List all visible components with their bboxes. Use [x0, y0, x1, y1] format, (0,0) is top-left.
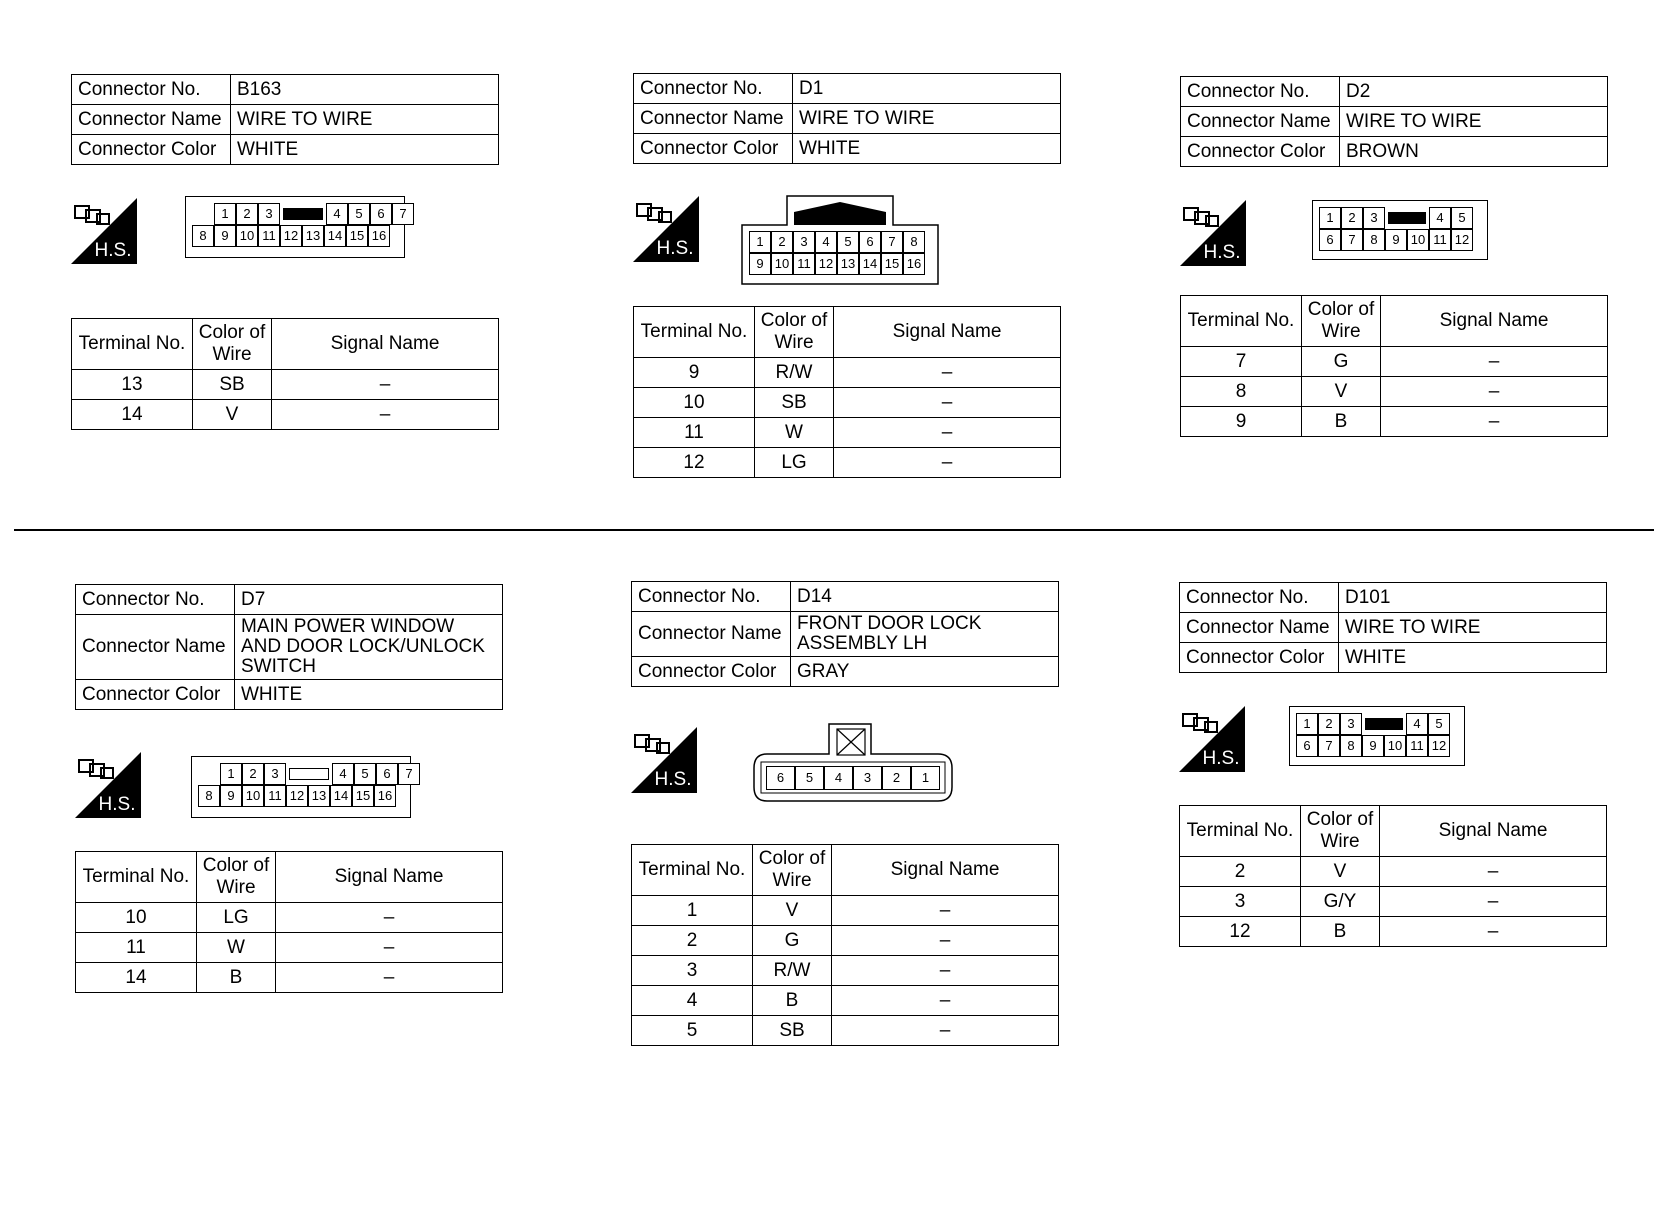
- connector-pin: 13: [837, 253, 859, 275]
- signal-table: [631, 844, 1059, 1046]
- connector-pin: 7: [881, 231, 903, 253]
- table-row: 3 R/W –: [632, 956, 1059, 986]
- signal-name-header: Signal Name: [1380, 806, 1607, 857]
- signal-name-header: Signal Name: [276, 852, 503, 903]
- terminal-no-header: Terminal No.: [76, 852, 197, 903]
- signal-name-header: Signal Name: [272, 319, 499, 370]
- connector-pin: 14: [330, 785, 352, 807]
- connector-name-label: Connector Name: [1180, 613, 1339, 643]
- connector-info-table: [75, 584, 503, 710]
- table-row: 14 V –: [72, 400, 499, 430]
- connector-pin: 7: [1318, 735, 1340, 757]
- terminal-no-header: Terminal No.: [632, 845, 753, 896]
- connector-name-value: WIRE TO WIRE: [793, 104, 1061, 134]
- connector-name-value: FRONT DOOR LOCK ASSEMBLY LH: [791, 612, 1059, 657]
- connector-color-label: Connector Color: [632, 657, 791, 687]
- connector-pin: 3: [1363, 207, 1385, 229]
- connector-face-diagram: [1289, 706, 1465, 766]
- connector-pin: 3: [258, 203, 280, 225]
- connector-pin: 15: [352, 785, 374, 807]
- connector-no-value: B163: [231, 75, 499, 105]
- connector-pin: 10: [1384, 735, 1406, 757]
- connector-pin: 12: [280, 225, 302, 247]
- connector-pin: 11: [793, 253, 815, 275]
- terminal-no-header: Terminal No.: [1180, 806, 1301, 857]
- connector-pin: 12: [1451, 229, 1473, 251]
- connector-pin: 3: [1340, 713, 1362, 735]
- connector-name-value: MAIN POWER WINDOW AND DOOR LOCK/UNLOCK SWITCH: [235, 615, 503, 680]
- connector-no-label: Connector No.: [72, 75, 231, 105]
- connector-pin: 2: [771, 231, 793, 253]
- connector-info-table: [71, 74, 499, 165]
- terminal-no-header: Terminal No.: [72, 319, 193, 370]
- connector-no-value: D2: [1340, 77, 1608, 107]
- connector-pin: 2: [1318, 713, 1340, 735]
- connector-no-label: Connector No.: [76, 585, 235, 615]
- connector-pin: 1: [911, 766, 940, 790]
- connector-pin: 10: [771, 253, 793, 275]
- connector-pin: 2: [1341, 207, 1363, 229]
- signal-table: [1180, 295, 1608, 437]
- signal-name-header: Signal Name: [1381, 296, 1608, 347]
- connector-color-label: Connector Color: [76, 680, 235, 710]
- table-row: 11 W –: [634, 418, 1061, 448]
- connector-no-label: Connector No.: [1180, 583, 1339, 613]
- section-divider: [14, 529, 1654, 531]
- signal-table: [71, 318, 499, 430]
- hs-badge-icon: [1179, 706, 1245, 772]
- connector-pin: 5: [795, 766, 824, 790]
- connector-color-value: WHITE: [231, 135, 499, 165]
- connector-pin: 2: [236, 203, 258, 225]
- connector-key-block: [1365, 718, 1403, 730]
- connector-pin: 8: [1340, 735, 1362, 757]
- connector-pin: 12: [815, 253, 837, 275]
- connector-no-value: D7: [235, 585, 503, 615]
- table-row: 12 B –: [1180, 917, 1607, 947]
- connector-pin: 1: [1296, 713, 1318, 735]
- connector-name-label: Connector Name: [76, 615, 235, 680]
- connector-pin: 16: [374, 785, 396, 807]
- svg-text:H.S.: H.S.: [1203, 242, 1241, 263]
- connector-pin: 4: [326, 203, 348, 225]
- table-row: 11 W –: [76, 933, 503, 963]
- connector-name-label: Connector Name: [634, 104, 793, 134]
- connector-pin: 8: [903, 231, 925, 253]
- hs-badge-icon: [75, 752, 141, 818]
- connector-pin: 9: [1385, 229, 1407, 251]
- connector-info-table: [1179, 582, 1607, 673]
- connector-color-label: Connector Color: [72, 135, 231, 165]
- connector-pin: 11: [1406, 735, 1428, 757]
- connector-pin: 4: [1429, 207, 1451, 229]
- connector-color-value: BROWN: [1340, 137, 1608, 167]
- connector-pin: 3: [793, 231, 815, 253]
- connector-pin: 4: [824, 766, 853, 790]
- color-of-wire-header: Color of Wire: [193, 319, 272, 370]
- connector-pin: 1: [749, 231, 771, 253]
- connector-pin: 8: [1363, 229, 1385, 251]
- connector-name-value: WIRE TO WIRE: [231, 105, 499, 135]
- connector-pin: 9: [749, 253, 771, 275]
- table-row: 9 B –: [1181, 407, 1608, 437]
- color-of-wire-header: Color of Wire: [755, 307, 834, 358]
- table-row: 13 SB –: [72, 370, 499, 400]
- color-of-wire-header: Color of Wire: [753, 845, 832, 896]
- hs-badge-icon: [633, 196, 699, 262]
- signal-table: [1179, 805, 1607, 947]
- table-row: 5 SB –: [632, 1016, 1059, 1046]
- connector-face-diagram: [191, 756, 411, 818]
- connector-housing-outline: [753, 723, 953, 803]
- connector-pin: 7: [1341, 229, 1363, 251]
- connector-pin: 10: [1407, 229, 1429, 251]
- svg-text:H.S.: H.S.: [1202, 748, 1240, 769]
- connector-pin: 11: [264, 785, 286, 807]
- connector-pin: 11: [258, 225, 280, 247]
- svg-text:H.S.: H.S.: [94, 240, 132, 261]
- connector-info-table: [631, 581, 1059, 687]
- connector-name-label: Connector Name: [1181, 107, 1340, 137]
- connector-pin: 2: [242, 763, 264, 785]
- connector-color-value: GRAY: [791, 657, 1059, 687]
- connector-pin: 6: [859, 231, 881, 253]
- color-of-wire-header: Color of Wire: [1301, 806, 1380, 857]
- table-row: 2 V –: [1180, 857, 1607, 887]
- connector-no-value: D14: [791, 582, 1059, 612]
- connector-no-label: Connector No.: [634, 74, 793, 104]
- connector-key-block: [283, 208, 323, 220]
- connector-pin: 13: [308, 785, 330, 807]
- signal-table: [633, 306, 1061, 478]
- connector-pin: 9: [214, 225, 236, 247]
- connector-pin: 6: [1296, 735, 1318, 757]
- signal-table: [75, 851, 503, 993]
- connector-color-label: Connector Color: [1180, 643, 1339, 673]
- connector-pin: 2: [882, 766, 911, 790]
- connector-pin: 5: [837, 231, 859, 253]
- connector-pin: 1: [214, 203, 236, 225]
- connector-pin: 6: [1319, 229, 1341, 251]
- connector-pin: 1: [220, 763, 242, 785]
- table-row: 7 G –: [1181, 347, 1608, 377]
- signal-name-header: Signal Name: [832, 845, 1059, 896]
- connector-name-value: WIRE TO WIRE: [1340, 107, 1608, 137]
- connector-pin: 8: [192, 225, 214, 247]
- connector-pin: 13: [302, 225, 324, 247]
- table-row: 8 V –: [1181, 377, 1608, 407]
- terminal-no-header: Terminal No.: [1181, 296, 1302, 347]
- connector-pin: 6: [376, 763, 398, 785]
- hs-badge-icon: [71, 198, 137, 264]
- connector-info-table: [1180, 76, 1608, 167]
- connector-pin: 15: [881, 253, 903, 275]
- connector-no-label: Connector No.: [1181, 77, 1340, 107]
- connector-color-label: Connector Color: [1181, 137, 1340, 167]
- svg-text:H.S.: H.S.: [98, 794, 136, 815]
- connector-pin: 1: [1319, 207, 1341, 229]
- connector-pin: 14: [324, 225, 346, 247]
- connector-key-slot: [289, 768, 329, 780]
- terminal-no-header: Terminal No.: [634, 307, 755, 358]
- connector-info-table: [633, 73, 1061, 164]
- connector-pin: 8: [198, 785, 220, 807]
- connector-no-value: D1: [793, 74, 1061, 104]
- connector-pin: 5: [1428, 713, 1450, 735]
- connector-pin: 5: [354, 763, 376, 785]
- color-of-wire-header: Color of Wire: [1302, 296, 1381, 347]
- table-row: 14 B –: [76, 963, 503, 993]
- table-row: 10 LG –: [76, 903, 503, 933]
- table-row: 1 V –: [632, 896, 1059, 926]
- connector-color-value: WHITE: [1339, 643, 1607, 673]
- table-row: 10 SB –: [634, 388, 1061, 418]
- color-of-wire-header: Color of Wire: [197, 852, 276, 903]
- connector-pin: 4: [1406, 713, 1428, 735]
- connector-color-value: WHITE: [235, 680, 503, 710]
- hs-badge-icon: [631, 727, 697, 793]
- connector-pin: 3: [264, 763, 286, 785]
- connector-name-label: Connector Name: [72, 105, 231, 135]
- connector-pin: 9: [1362, 735, 1384, 757]
- connector-color-label: Connector Color: [634, 134, 793, 164]
- connector-color-value: WHITE: [793, 134, 1061, 164]
- connector-pin: 10: [236, 225, 258, 247]
- svg-text:H.S.: H.S.: [654, 769, 692, 790]
- connector-pin: 7: [398, 763, 420, 785]
- connector-pin: 5: [1451, 207, 1473, 229]
- connector-pin: 3: [853, 766, 882, 790]
- connector-pin: 16: [368, 225, 390, 247]
- connector-name-label: Connector Name: [632, 612, 791, 657]
- connector-pin: 9: [220, 785, 242, 807]
- connector-no-label: Connector No.: [632, 582, 791, 612]
- connector-pin: 15: [346, 225, 368, 247]
- signal-name-header: Signal Name: [834, 307, 1061, 358]
- connector-face-diagram: [185, 196, 405, 258]
- connector-pin: 4: [815, 231, 837, 253]
- connector-pin: 4: [332, 763, 354, 785]
- connector-pin: 10: [242, 785, 264, 807]
- table-row: 12 LG –: [634, 448, 1061, 478]
- connector-face-diagram: [753, 723, 953, 803]
- connector-pin: 7: [392, 203, 414, 225]
- connector-pin: 12: [1428, 735, 1450, 757]
- connector-pin: 5: [348, 203, 370, 225]
- table-row: 9 R/W –: [634, 358, 1061, 388]
- connector-pin: 6: [766, 766, 795, 790]
- connector-pin: 12: [286, 785, 308, 807]
- table-row: 3 G/Y –: [1180, 887, 1607, 917]
- table-row: 2 G –: [632, 926, 1059, 956]
- connector-face-diagram: [741, 195, 939, 285]
- connector-pin: 14: [859, 253, 881, 275]
- connector-face-diagram: [1312, 200, 1488, 260]
- connector-pin: 16: [903, 253, 925, 275]
- connector-pin: 6: [370, 203, 392, 225]
- hs-badge-icon: [1180, 200, 1246, 266]
- connector-pin: 11: [1429, 229, 1451, 251]
- connector-key-block: [1388, 212, 1426, 224]
- svg-text:H.S.: H.S.: [656, 238, 694, 259]
- connector-no-value: D101: [1339, 583, 1607, 613]
- table-row: 4 B –: [632, 986, 1059, 1016]
- connector-name-value: WIRE TO WIRE: [1339, 613, 1607, 643]
